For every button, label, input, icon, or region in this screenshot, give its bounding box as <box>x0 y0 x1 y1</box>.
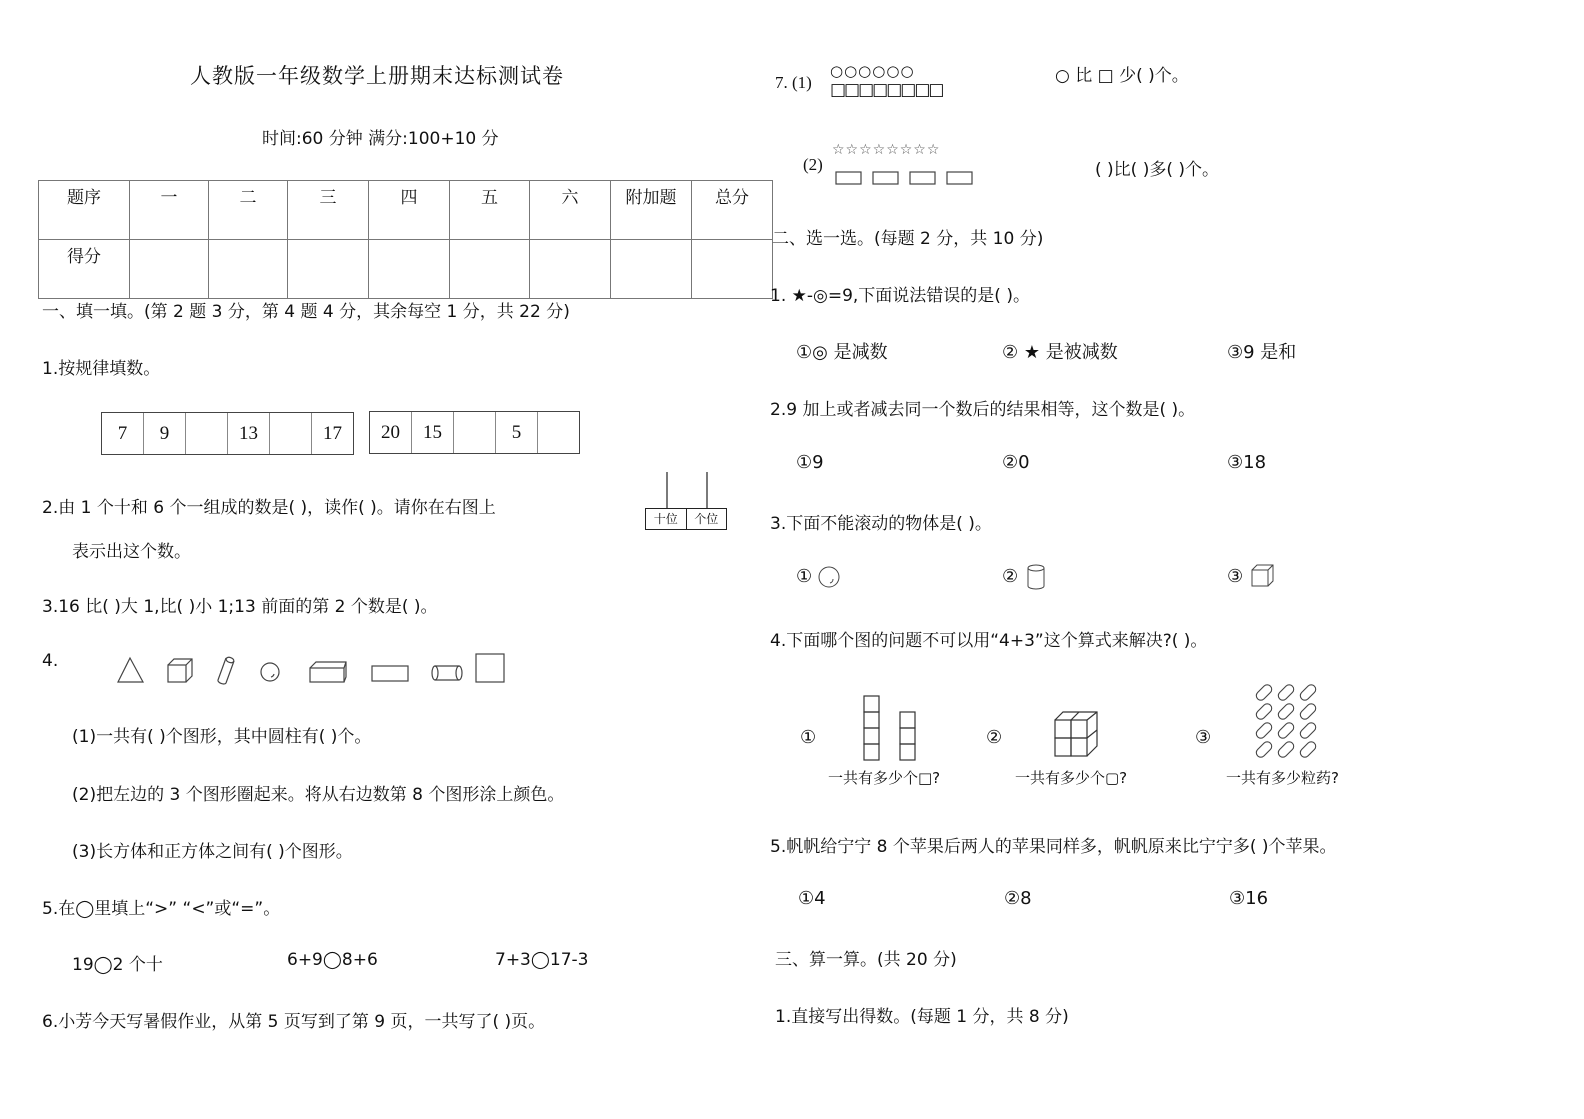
score-header: 二 <box>209 181 288 240</box>
s2-q1-text: 1. ★-◎=9,下面说法错误的是( )。 <box>770 286 1030 306</box>
s2-q4-caption: 一共有多少粒药? <box>1226 769 1339 787</box>
sequence-b <box>369 411 580 454</box>
q3-text: 3.16 比( )大 1,比( )小 1;13 前面的第 2 个数是( )。 <box>42 597 438 617</box>
seq-cell-blank[interactable] <box>186 413 228 454</box>
q7-text2: ( )比( )多( )个。 <box>1095 160 1220 180</box>
q2-line1: 2.由 1 个十和 6 个一组成的数是( )，读作( )。请你在右图上 <box>42 498 496 518</box>
rectangle-icon <box>372 666 408 681</box>
q4-label: 4. <box>42 651 59 671</box>
score-header: 题序 <box>39 181 130 240</box>
q1-text: 1.按规律填数。 <box>42 359 161 379</box>
cylinder-icon <box>1027 564 1045 590</box>
score-header: 六 <box>530 181 611 240</box>
option-number: ① <box>796 566 813 587</box>
s2-q3-option[interactable] <box>796 566 812 587</box>
s2-q2-text: 2.9 加上或者减去同一个数后的结果相等，这个数是( )。 <box>770 400 1196 420</box>
seq-cell-blank[interactable] <box>454 412 496 453</box>
s2-q2-option[interactable]: ①9 <box>796 452 824 473</box>
rectangles-row <box>835 171 985 187</box>
pills-grid-icon <box>1253 684 1328 764</box>
q6-text: 6.小芳今天写暑假作业，从第 5 页写到了第 9 页，一共写了( )页。 <box>42 1012 546 1032</box>
cube-icon <box>1251 564 1275 588</box>
cuboid-icon <box>310 662 346 682</box>
score-header: 总分 <box>692 181 773 240</box>
seq-cell: 7 <box>102 413 144 454</box>
section3-heading: 三、算一算。(共 20 分) <box>775 950 957 970</box>
section1-heading: 一、填一填。(第 2 题 3 分，第 4 题 4 分，其余每空 1 分，共 22 分) <box>42 302 570 322</box>
s2-q2-option[interactable]: ②0 <box>1002 452 1030 473</box>
q4-sub2: (2)把左边的 3 个图形圈起来。将从右边数第 8 个图形涂上颜色。 <box>72 785 565 805</box>
s2-q5-option[interactable]: ③16 <box>1229 888 1269 909</box>
score-cell[interactable] <box>611 240 692 299</box>
score-cell[interactable] <box>530 240 611 299</box>
s2-q1-option[interactable]: ①◎ 是减数 <box>796 342 888 363</box>
q5-item: 7+3◯17-3 <box>495 950 589 970</box>
cube-icon <box>168 659 192 682</box>
q4-sub1: (1)一共有( )个图形，其中圆柱有( )个。 <box>72 727 372 747</box>
q7-label2: (2) <box>803 155 823 174</box>
q5-item: 6+9◯8+6 <box>287 950 378 970</box>
s2-q4-option[interactable]: ② <box>986 727 1003 748</box>
square-icon <box>476 654 504 682</box>
s2-q3-text: 3.下面不能滚动的物体是( )。 <box>770 514 992 534</box>
q5-item: 19◯2 个十 <box>72 955 163 975</box>
score-table <box>38 180 773 299</box>
squares-row: □□□□□□□□ <box>830 80 943 100</box>
s2-q2-option[interactable]: ③18 <box>1227 452 1267 473</box>
score-header: 五 <box>450 181 530 240</box>
option-number: ② <box>1002 566 1019 587</box>
s2-q3-option[interactable] <box>1002 566 1018 587</box>
score-cell[interactable] <box>450 240 530 299</box>
seq-cell: 13 <box>228 413 270 454</box>
score-header: 一 <box>130 181 209 240</box>
seq-cell: 15 <box>412 412 454 453</box>
s2-q3-option[interactable] <box>1227 566 1243 587</box>
cube-stack-icon <box>1053 708 1103 758</box>
abacus-tens-label: 十位 <box>646 509 687 529</box>
s2-q5-option[interactable]: ②8 <box>1004 888 1032 909</box>
abacus-ones-label: 个位 <box>694 512 719 526</box>
s2-q4-option[interactable]: ① <box>800 727 817 748</box>
score-header: 附加题 <box>611 181 692 240</box>
s2-q4-text: 4.下面哪个图的问题不可以用“4+3”这个算式来解决?( )。 <box>770 631 1208 651</box>
s3-sub1: 1.直接写出得数。(每题 1 分，共 8 分) <box>775 1007 1069 1027</box>
q4-sub3: (3)长方体和正方体之间有( )个图形。 <box>72 842 353 862</box>
q7-label1: 7. (1) <box>775 73 812 92</box>
q7-text1: ○ 比 □ 少( )个。 <box>1055 66 1189 86</box>
page-title: 人教版一年级数学上册期末达标测试卷 <box>190 64 564 88</box>
seq-cell-blank[interactable] <box>538 412 579 453</box>
score-header: 四 <box>369 181 450 240</box>
seq-cell: 9 <box>144 413 186 454</box>
section2-heading: 二、选一选。(每题 2 分，共 10 分) <box>772 229 1044 249</box>
option-number: ③ <box>1227 566 1244 587</box>
shapes-row <box>100 640 520 690</box>
s2-q4-caption: 一共有多少个□? <box>828 769 941 787</box>
q2-line2: 表示出这个数。 <box>72 542 191 562</box>
s2-q4-option[interactable]: ③ <box>1195 727 1212 748</box>
s2-q1-option[interactable]: ② ★ 是被减数 <box>1002 342 1118 363</box>
score-cell[interactable] <box>288 240 369 299</box>
score-cell[interactable] <box>209 240 288 299</box>
sphere-icon <box>818 565 840 589</box>
seq-cell-blank[interactable] <box>270 413 312 454</box>
sphere-icon <box>261 663 279 681</box>
score-cell[interactable] <box>130 240 209 299</box>
cylinder-icon <box>218 656 235 684</box>
circles-row: ○○○○○○ <box>830 62 915 80</box>
score-row-label: 得分 <box>39 240 130 299</box>
s2-q4-caption: 一共有多少个▢? <box>1015 769 1128 787</box>
score-header: 三 <box>288 181 369 240</box>
stars-row: ☆☆☆☆☆☆☆☆ <box>832 142 941 158</box>
s2-q5-option[interactable]: ①4 <box>798 888 826 909</box>
seq-cell: 5 <box>496 412 538 453</box>
s2-q5-text: 5.帆帆给宁宁 8 个苹果后两人的苹果同样多，帆帆原来比宁宁多( )个苹果。 <box>770 837 1337 857</box>
seq-cell: 17 <box>323 422 342 444</box>
page-subtitle: 时间:60 分钟 满分:100+10 分 <box>262 129 499 149</box>
abacus-icon[interactable] <box>645 470 727 530</box>
q5-text: 5.在◯里填上“>” “<”或“=”。 <box>42 899 281 919</box>
cylinder-lying-icon <box>432 666 462 680</box>
seq-cell: 20 <box>370 412 412 453</box>
score-cell[interactable] <box>692 240 773 299</box>
triangle-icon <box>118 658 143 682</box>
stacked-squares-icon <box>862 694 922 766</box>
s2-q1-option[interactable]: ③9 是和 <box>1227 342 1297 363</box>
score-cell[interactable] <box>369 240 450 299</box>
sequence-a <box>101 412 354 455</box>
